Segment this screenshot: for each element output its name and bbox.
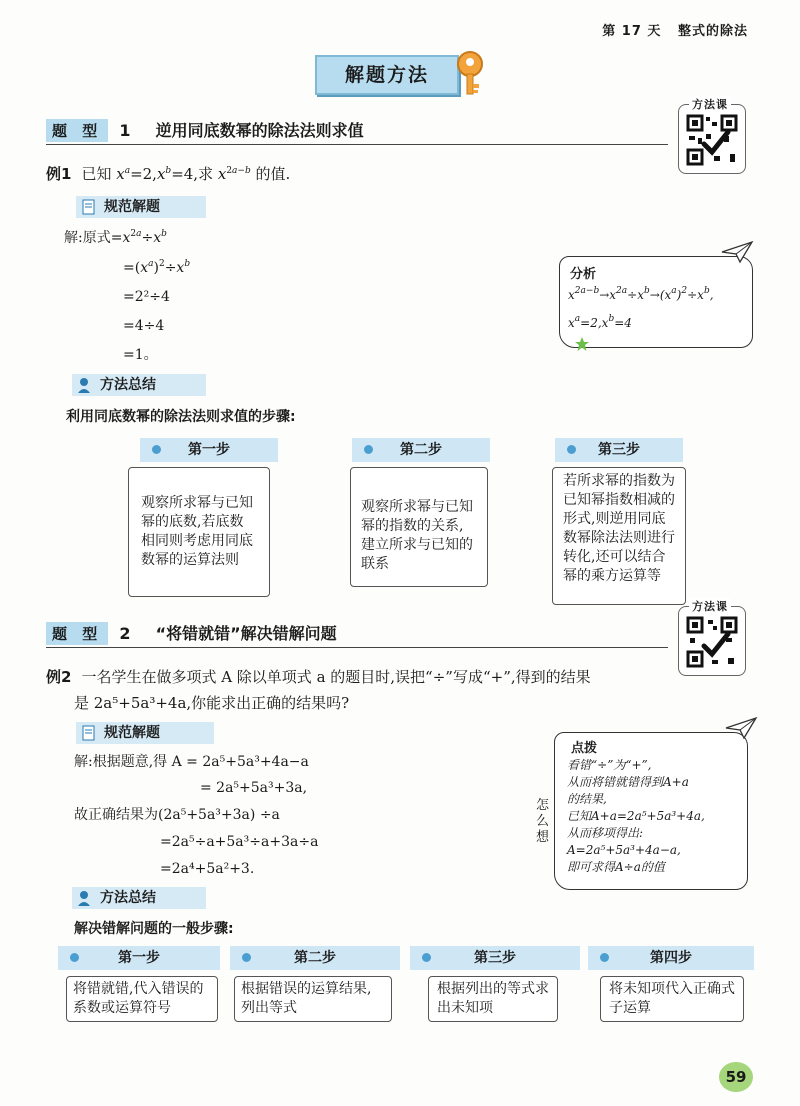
method-label-2: 方法总结	[72, 887, 206, 909]
page-header	[602, 20, 748, 39]
step-header-2-2: 第二步	[230, 946, 400, 970]
qr-code-icon	[686, 616, 738, 668]
paper-plane-icon	[724, 716, 758, 740]
solution-1-line-1: 解:原式$=x^{2a}\div x^b$	[64, 229, 167, 246]
solution-1-line-2: $=(x^a)^2\div x^b$	[123, 259, 191, 276]
solution-1-line-4: =4÷4	[123, 318, 165, 334]
solution-2-line-1: 解:根据题意,得 A = 2a⁵+5a³+4a−a	[74, 754, 309, 770]
hint-side-label: 怎么想	[536, 798, 550, 845]
page-number: 59	[719, 1062, 753, 1092]
example-label: 例1	[46, 165, 72, 183]
step-box-1-3: 若所求幂的指数为已知幂指数相减的形式,则逆用同底数幂除法法则进行转化,还可以结合幂的乘方运算等	[552, 467, 686, 605]
step-box-1-1: 观察所求幂与已知幂的底数,若底数相同则考虑用同底数幂的运算法则	[128, 467, 270, 597]
person-icon	[78, 890, 92, 906]
person-icon	[78, 377, 92, 393]
analysis-box	[559, 256, 753, 348]
method-2-intro: 解决错解问题的一般步骤:	[74, 921, 234, 937]
qr-label: 方法课	[689, 96, 731, 112]
analysis-line-2: $x^a=2,x^b=4$	[568, 314, 632, 330]
day-label: 第 17 天	[602, 24, 662, 39]
solution-2-line-3: 故正确结果为(2a⁵+5a³+3a) ÷a	[74, 807, 280, 823]
method-label-1: 方法总结	[72, 374, 206, 396]
analysis-line-1: $x^{2a-b}\to x^{2a}\div x^b\to(x^a)^2\div x^b$,	[568, 286, 714, 302]
solution-2-line-2: = 2a⁵+5a³+3a,	[200, 780, 308, 796]
section-1-header	[46, 118, 668, 145]
section-title: 逆用同底数幂的除法法则求值	[155, 121, 364, 140]
example-label: 例2	[46, 668, 72, 686]
chapter-title: 整式的除法	[677, 24, 748, 39]
step-box-2-4: 将未知项代入正确式子运算	[600, 976, 744, 1022]
document-icon	[82, 199, 96, 215]
solution-label-1: 规范解题	[76, 196, 206, 218]
example-2-line-2: 是 2a⁵+5a³+4a,你能求出正确的结果吗?	[74, 694, 350, 712]
qr-code-icon	[686, 114, 738, 166]
step-header-1-3: 第三步	[555, 438, 683, 462]
example-2	[46, 666, 591, 687]
section-number: 2	[119, 624, 131, 643]
solution-2-line-5: =2a⁴+5a²+3.	[160, 861, 255, 877]
example-1: 例1 已知 $x^a=2,x^b=4$,求 $x^{2a-b}$ 的值.	[46, 165, 291, 183]
step-box-2-1: 将错就错,代入错误的系数或运算符号	[66, 976, 218, 1022]
star-icon	[574, 336, 590, 352]
step-header-2-4: 第四步	[588, 946, 754, 970]
method-banner: 解题方法	[315, 55, 459, 95]
section-2-header	[46, 621, 668, 648]
step-header-2-3: 第三步	[410, 946, 580, 970]
solution-1-line-3: =2²÷4	[123, 289, 170, 305]
example-2-line-1: 一名学生在做多项式 A 除以单项式 a 的题目时,误把“÷”写成“+”,得到的结果	[81, 668, 591, 686]
hint-box	[554, 732, 748, 890]
method-1-intro: 利用同底数幂的除法法则求值的步骤:	[66, 409, 296, 425]
solution-label-2: 规范解题	[76, 722, 214, 744]
step-box-2-2: 根据错误的运算结果,列出等式	[234, 976, 392, 1022]
solution-1-line-5: =1。	[123, 347, 158, 363]
analysis-title: 分析	[570, 267, 597, 282]
qr-card-1[interactable]	[678, 98, 746, 174]
hint-lines: 看错“÷”为“+”, 从而将错就错得到A+a 的结果, 已知A+a=2a⁵+5a³+4a, 从而移项得出: A=2a⁵+5a³+4a−a, 即可求得A÷a的值	[567, 758, 705, 874]
step-header-2-1: 第一步	[58, 946, 220, 970]
step-header-1-2: 第二步	[352, 438, 490, 462]
paper-plane-icon	[720, 240, 754, 264]
step-box-2-3: 根据列出的等式求出未知项	[428, 976, 558, 1022]
qr-card-2[interactable]	[678, 600, 746, 676]
section-title: “将错就错”解决错解问题	[155, 624, 337, 643]
solution-2-line-4: =2a⁵÷a+5a³÷a+3a÷a	[160, 834, 319, 850]
qr-label: 方法课	[689, 598, 731, 614]
key-icon	[450, 48, 490, 98]
step-header-1-1: 第一步	[140, 438, 278, 462]
section-tag: 题 型	[46, 119, 108, 142]
section-tag: 题 型	[46, 622, 108, 645]
hint-title: 点拨	[571, 741, 598, 756]
document-icon	[82, 725, 96, 741]
section-number: 1	[119, 121, 131, 140]
step-box-1-2: 观察所求幂与已知幂的指数的关系,建立所求与已知的联系	[350, 467, 488, 587]
